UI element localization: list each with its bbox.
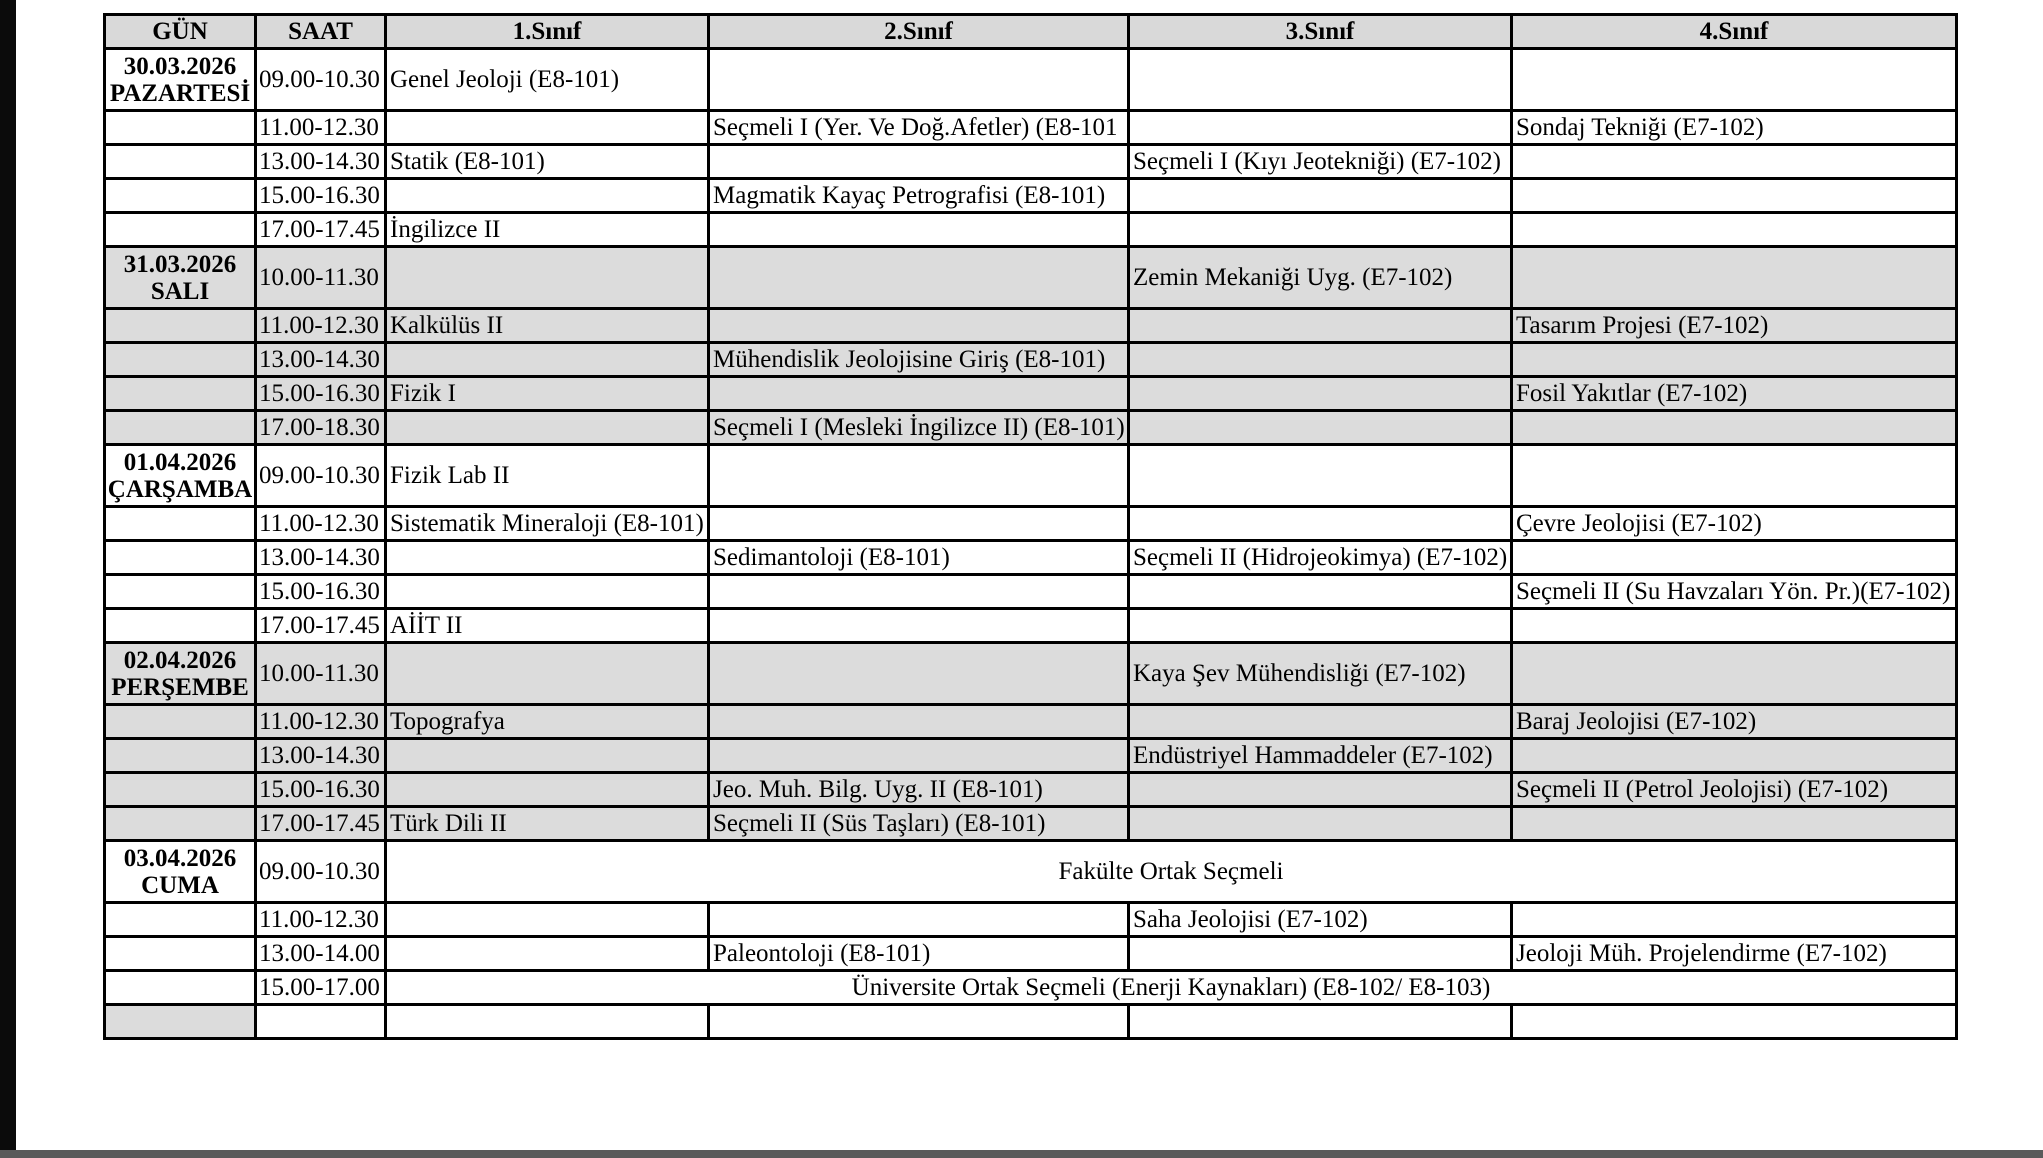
course-cell-class-2: Mühendislik Jeolojisine Giriş (E8-101) <box>709 343 1129 377</box>
exam-schedule-table <box>103 13 1958 1040</box>
time-cell: 13.00-14.30 <box>256 541 386 575</box>
course-cell-class-3 <box>1129 705 1512 739</box>
table-row <box>105 247 1957 309</box>
course-cell-class-1: İngilizce II <box>386 213 709 247</box>
day-date: 01.04.2026 <box>123 448 237 476</box>
day-cell <box>105 541 256 575</box>
header-gun: GÜN <box>105 15 256 49</box>
time-cell: 13.00-14.30 <box>256 739 386 773</box>
day-cell <box>105 971 256 1005</box>
course-cell-class-4 <box>1512 49 1957 111</box>
table-row <box>105 609 1957 643</box>
time-cell: 15.00-16.30 <box>256 377 386 411</box>
table-body <box>105 49 1957 1039</box>
table-row <box>105 377 1957 411</box>
course-cell-class-1 <box>386 643 709 705</box>
time-cell: 09.00-10.30 <box>256 841 386 903</box>
course-cell-class-3 <box>1129 507 1512 541</box>
course-cell-class-1 <box>386 903 709 937</box>
course-cell-class-2: Jeo. Muh. Bilg. Uyg. II (E8-101) <box>709 773 1129 807</box>
time-cell: 10.00-11.30 <box>256 643 386 705</box>
course-cell-class-2 <box>709 643 1129 705</box>
merged-course-cell: Fakülte Ortak Seçmeli <box>386 841 1957 903</box>
empty-cell <box>1512 1005 1957 1039</box>
time-cell: 09.00-10.30 <box>256 49 386 111</box>
course-cell-class-1 <box>386 111 709 145</box>
day-cell <box>105 445 256 507</box>
empty-cell <box>1129 1005 1512 1039</box>
course-cell-class-2 <box>709 903 1129 937</box>
course-cell-class-3: Seçmeli II (Hidrojeokimya) (E7-102) <box>1129 541 1512 575</box>
course-cell-class-4: Çevre Jeolojisi (E7-102) <box>1512 507 1957 541</box>
course-cell-class-4 <box>1512 739 1957 773</box>
time-cell: 13.00-14.30 <box>256 145 386 179</box>
empty-row <box>105 1005 1957 1039</box>
table-row <box>105 705 1957 739</box>
table-row <box>105 309 1957 343</box>
course-cell-class-2 <box>709 705 1129 739</box>
course-cell-class-4 <box>1512 903 1957 937</box>
time-cell: 13.00-14.00 <box>256 937 386 971</box>
course-cell-class-3 <box>1129 609 1512 643</box>
course-cell-class-4 <box>1512 343 1957 377</box>
course-cell-class-3 <box>1129 807 1512 841</box>
course-cell-class-3 <box>1129 937 1512 971</box>
table-row <box>105 903 1957 937</box>
course-cell-class-4 <box>1512 807 1957 841</box>
time-cell: 17.00-17.45 <box>256 213 386 247</box>
course-cell-class-3 <box>1129 773 1512 807</box>
empty-cell <box>386 1005 709 1039</box>
table-row <box>105 507 1957 541</box>
table-row <box>105 773 1957 807</box>
course-cell-class-2 <box>709 213 1129 247</box>
course-cell-class-3 <box>1129 377 1512 411</box>
course-cell-class-4: Seçmeli II (Su Havzaları Yön. Pr.)(E7-102) <box>1512 575 1957 609</box>
header-class-4: 4.Sınıf <box>1512 15 1957 49</box>
day-name: CUMA <box>141 871 219 899</box>
course-cell-class-4: Tasarım Projesi (E7-102) <box>1512 309 1957 343</box>
course-cell-class-3 <box>1129 179 1512 213</box>
course-cell-class-3: Seçmeli I (Kıyı Jeotekniği) (E7-102) <box>1129 145 1512 179</box>
course-cell-class-1 <box>386 343 709 377</box>
header-class-3: 3.Sınıf <box>1129 15 1512 49</box>
time-cell: 09.00-10.30 <box>256 445 386 507</box>
table-row <box>105 739 1957 773</box>
course-cell-class-2: Seçmeli I (Mesleki İngilizce II) (E8-101) <box>709 411 1129 445</box>
table-row <box>105 445 1957 507</box>
course-cell-class-4: Jeoloji Müh. Projelendirme (E7-102) <box>1512 937 1957 971</box>
course-cell-class-1 <box>386 247 709 309</box>
time-cell: 11.00-12.30 <box>256 309 386 343</box>
day-name: SALI <box>150 277 210 305</box>
course-cell-class-3 <box>1129 445 1512 507</box>
course-cell-class-2 <box>709 609 1129 643</box>
bottom-window-edge <box>0 1150 2043 1158</box>
day-date: 31.03.2026 <box>123 250 237 278</box>
day-cell <box>105 49 256 111</box>
day-date: 02.04.2026 <box>123 646 237 674</box>
table-row <box>105 643 1957 705</box>
course-cell-class-3 <box>1129 213 1512 247</box>
course-cell-class-3 <box>1129 411 1512 445</box>
day-cell <box>105 343 256 377</box>
course-cell-class-1 <box>386 937 709 971</box>
table-row <box>105 145 1957 179</box>
day-cell <box>105 609 256 643</box>
day-cell <box>105 145 256 179</box>
day-cell <box>105 643 256 705</box>
day-cell <box>105 739 256 773</box>
course-cell-class-1 <box>386 773 709 807</box>
course-cell-class-4 <box>1512 643 1957 705</box>
day-cell <box>105 111 256 145</box>
day-cell <box>105 179 256 213</box>
table-row <box>105 179 1957 213</box>
time-cell: 17.00-17.45 <box>256 609 386 643</box>
table-row <box>105 807 1957 841</box>
table-row <box>105 343 1957 377</box>
course-cell-class-2: Seçmeli II (Süs Taşları) (E8-101) <box>709 807 1129 841</box>
time-cell: 11.00-12.30 <box>256 705 386 739</box>
course-cell-class-4: Baraj Jeolojisi (E7-102) <box>1512 705 1957 739</box>
day-cell <box>105 507 256 541</box>
course-cell-class-3: Endüstriyel Hammaddeler (E7-102) <box>1129 739 1512 773</box>
time-cell: 15.00-16.30 <box>256 179 386 213</box>
course-cell-class-1: Genel Jeoloji (E8-101) <box>386 49 709 111</box>
day-date: 03.04.2026 <box>123 844 237 872</box>
course-cell-class-1 <box>386 411 709 445</box>
course-cell-class-4: Sondaj Tekniği (E7-102) <box>1512 111 1957 145</box>
day-cell <box>105 841 256 903</box>
day-cell <box>105 575 256 609</box>
course-cell-class-2 <box>709 247 1129 309</box>
header-saat: SAAT <box>256 15 386 49</box>
course-cell-class-1: Statik (E8-101) <box>386 145 709 179</box>
time-cell: 17.00-17.45 <box>256 807 386 841</box>
course-cell-class-2 <box>709 309 1129 343</box>
time-cell: 15.00-16.30 <box>256 575 386 609</box>
table-row <box>105 49 1957 111</box>
course-cell-class-1: Kalkülüs II <box>386 309 709 343</box>
course-cell-class-4 <box>1512 145 1957 179</box>
course-cell-class-2 <box>709 507 1129 541</box>
table-row <box>105 937 1957 971</box>
course-cell-class-4 <box>1512 609 1957 643</box>
course-cell-class-1: Fizik Lab II <box>386 445 709 507</box>
day-cell <box>105 773 256 807</box>
table-row <box>105 213 1957 247</box>
course-cell-class-3 <box>1129 49 1512 111</box>
course-cell-class-3: Saha Jeolojisi (E7-102) <box>1129 903 1512 937</box>
course-cell-class-2 <box>709 575 1129 609</box>
day-cell <box>105 705 256 739</box>
table-row <box>105 111 1957 145</box>
course-cell-class-1 <box>386 541 709 575</box>
time-cell: 11.00-12.30 <box>256 507 386 541</box>
course-cell-class-3 <box>1129 111 1512 145</box>
course-cell-class-3: Zemin Mekaniği Uyg. (E7-102) <box>1129 247 1512 309</box>
course-cell-class-4 <box>1512 541 1957 575</box>
course-cell-class-3: Kaya Şev Mühendisliği (E7-102) <box>1129 643 1512 705</box>
time-cell: 10.00-11.30 <box>256 247 386 309</box>
day-cell <box>105 903 256 937</box>
course-cell-class-1: Topografya <box>386 705 709 739</box>
merged-course-cell: Üniversite Ortak Seçmeli (Enerji Kaynakları) (E8-102/ E8-103) <box>386 971 1957 1005</box>
course-cell-class-4 <box>1512 445 1957 507</box>
day-date: 30.03.2026 <box>123 52 237 80</box>
header-row <box>105 15 1957 49</box>
course-cell-class-2: Paleontoloji (E8-101) <box>709 937 1129 971</box>
time-cell: 17.00-18.30 <box>256 411 386 445</box>
course-cell-class-1 <box>386 575 709 609</box>
time-cell: 15.00-17.00 <box>256 971 386 1005</box>
time-cell: 11.00-12.30 <box>256 111 386 145</box>
table-row <box>105 575 1957 609</box>
course-cell-class-2 <box>709 49 1129 111</box>
course-cell-class-1: Türk Dili II <box>386 807 709 841</box>
time-cell: 11.00-12.30 <box>256 903 386 937</box>
course-cell-class-4: Fosil Yakıtlar (E7-102) <box>1512 377 1957 411</box>
header-class-1: 1.Sınıf <box>386 15 709 49</box>
course-cell-class-2: Seçmeli I (Yer. Ve Doğ.Afetler) (E8-101 <box>709 111 1129 145</box>
header-class-2: 2.Sınıf <box>709 15 1129 49</box>
course-cell-class-3 <box>1129 309 1512 343</box>
day-cell <box>105 807 256 841</box>
course-cell-class-2 <box>709 445 1129 507</box>
day-cell <box>105 213 256 247</box>
day-cell <box>105 937 256 971</box>
day-cell <box>105 411 256 445</box>
day-cell <box>105 247 256 309</box>
time-cell: 13.00-14.30 <box>256 343 386 377</box>
course-cell-class-1: Sistematik Mineraloji (E8-101) <box>386 507 709 541</box>
empty-cell <box>105 1005 256 1039</box>
day-name: ÇARŞAMBA <box>107 475 253 503</box>
day-name: PERŞEMBE <box>111 673 249 701</box>
course-cell-class-4: Seçmeli II (Petrol Jeolojisi) (E7-102) <box>1512 773 1957 807</box>
course-cell-class-3 <box>1129 343 1512 377</box>
day-cell <box>105 309 256 343</box>
table-row <box>105 411 1957 445</box>
day-name: PAZARTESİ <box>109 79 251 107</box>
time-cell: 15.00-16.30 <box>256 773 386 807</box>
left-window-edge <box>0 0 16 1150</box>
course-cell-class-4 <box>1512 179 1957 213</box>
course-cell-class-4 <box>1512 213 1957 247</box>
course-cell-class-2 <box>709 377 1129 411</box>
course-cell-class-2: Sedimantoloji (E8-101) <box>709 541 1129 575</box>
table-header <box>105 15 1957 49</box>
course-cell-class-1 <box>386 739 709 773</box>
course-cell-class-2 <box>709 739 1129 773</box>
course-cell-class-2 <box>709 145 1129 179</box>
table-row <box>105 971 1957 1005</box>
course-cell-class-1 <box>386 179 709 213</box>
course-cell-class-1: AİİT II <box>386 609 709 643</box>
course-cell-class-4 <box>1512 247 1957 309</box>
table-row <box>105 841 1957 903</box>
course-cell-class-1: Fizik I <box>386 377 709 411</box>
empty-cell <box>709 1005 1129 1039</box>
empty-cell <box>256 1005 386 1039</box>
table-row <box>105 541 1957 575</box>
day-cell <box>105 377 256 411</box>
course-cell-class-4 <box>1512 411 1957 445</box>
course-cell-class-2: Magmatik Kayaç Petrografisi (E8-101) <box>709 179 1129 213</box>
course-cell-class-3 <box>1129 575 1512 609</box>
